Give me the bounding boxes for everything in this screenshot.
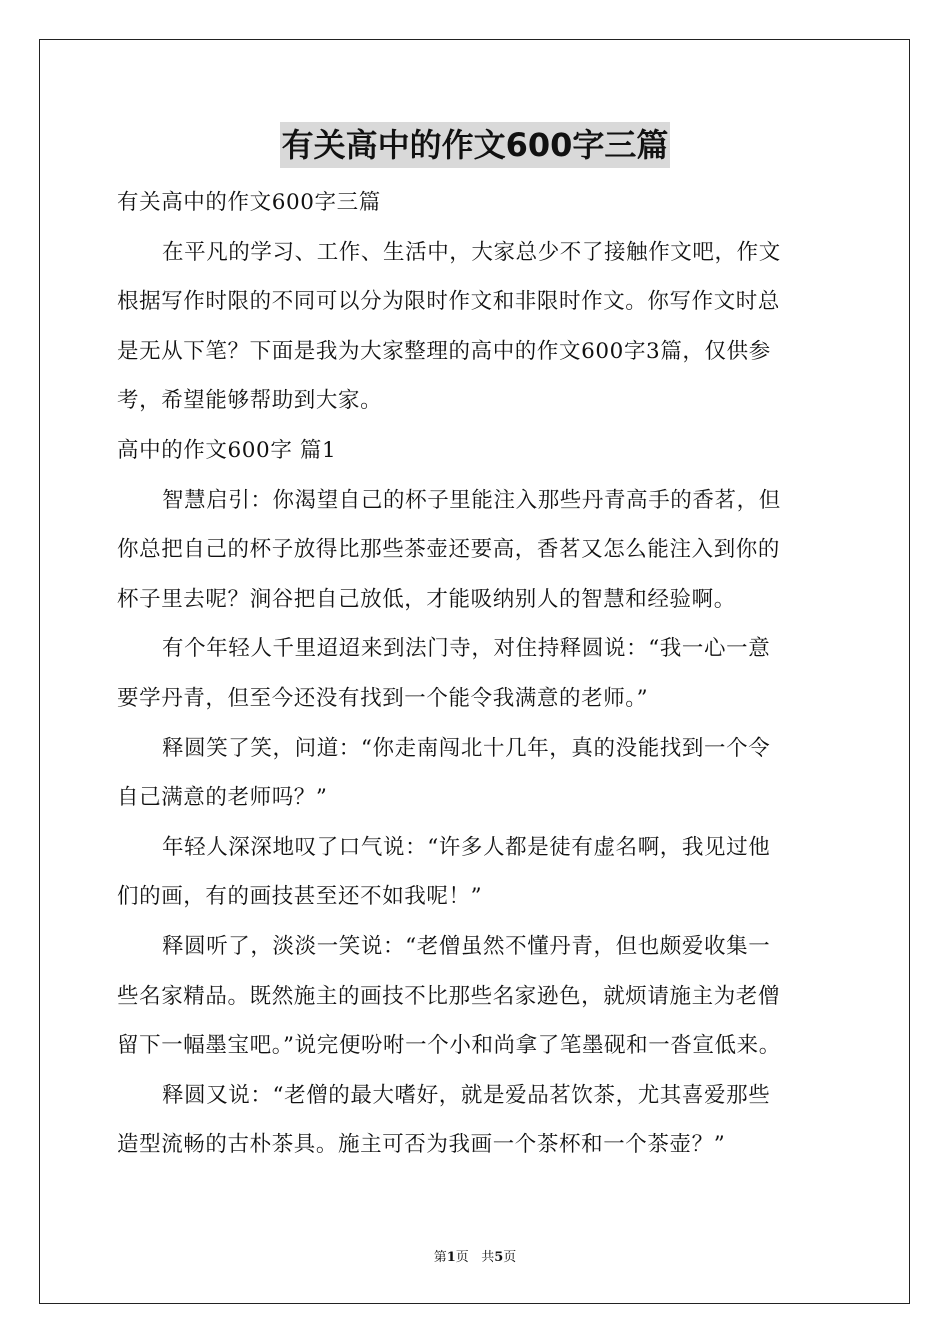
footer-total-suffix: 页	[503, 1250, 517, 1265]
text-line: 些名家精品。既然施主的画技不比那些名家逊色，就烦请施主为老僧	[117, 983, 781, 1009]
text-line: 根据写作时限的不同可以分为限时作文和非限时作文。你写作文时总	[117, 289, 781, 315]
text-line: 杯子里去呢？涧谷把自己放低，才能吸纳别人的智慧和经验啊。	[117, 586, 736, 612]
text-line: 释圆又说：“老僧的最大嗜好，就是爱品茗饮茶，尤其喜爱那些	[162, 1082, 771, 1108]
text-line: 高中的作文600字 篇1	[117, 437, 337, 463]
document-body	[117, 178, 839, 1170]
text-line: 智慧启引：你渴望自己的杯子里能注入那些丹青高手的香茗，但	[162, 487, 781, 513]
text-line: 在平凡的学习、工作、生活中，大家总少不了接触作文吧，作文	[162, 239, 781, 265]
footer-total-pages: 5	[494, 1250, 504, 1265]
text-line: 有个年轻人千里迢迢来到法门寺，对住持释圆说：“我一心一意	[162, 636, 771, 662]
footer-page-prefix: 第	[433, 1250, 447, 1265]
footer-total-prefix: 共	[481, 1250, 495, 1265]
text-line: 要学丹青，但至今还没有找到一个能令我满意的老师。”	[117, 685, 649, 711]
title-wrap	[0, 122, 950, 168]
text-line: 释圆笑了笑，问道：“你走南闯北十几年，真的没能找到一个令	[162, 735, 771, 761]
page-footer	[0, 1246, 950, 1265]
text-line: 你总把自己的杯子放得比那些茶壶还要高，香茗又怎么能注入到你的	[117, 537, 781, 563]
text-line: 年轻人深深地叹了口气说：“许多人都是徒有虚名啊，我见过他	[162, 834, 771, 860]
text-line: 们的画，有的画技甚至还不如我呢！”	[117, 884, 483, 910]
text-line: 造型流畅的古朴茶具。施主可否为我画一个茶杯和一个茶壶？”	[117, 1132, 726, 1158]
text-line: 自己满意的老师吗？”	[117, 785, 328, 811]
text-line: 有关高中的作文600字三篇	[117, 190, 381, 215]
footer-page-suffix: 页	[455, 1250, 469, 1265]
text-line: 是无从下笔？下面是我为大家整理的高中的作文600字3篇，仅供参	[117, 338, 771, 364]
footer-page-number: 1	[446, 1250, 456, 1265]
text-line: 考，希望能够帮助到大家。	[117, 388, 383, 414]
text-line: 留下一幅墨宝吧。”说完便吩咐一个小和尚拿了笔墨砚和一沓宣低来。	[117, 1033, 781, 1059]
document-title: 有关高中的作文600字三篇	[280, 122, 671, 168]
text-line: 释圆听了，淡淡一笑说：“老僧虽然不懂丹青，但也颇爱收集一	[162, 933, 771, 959]
